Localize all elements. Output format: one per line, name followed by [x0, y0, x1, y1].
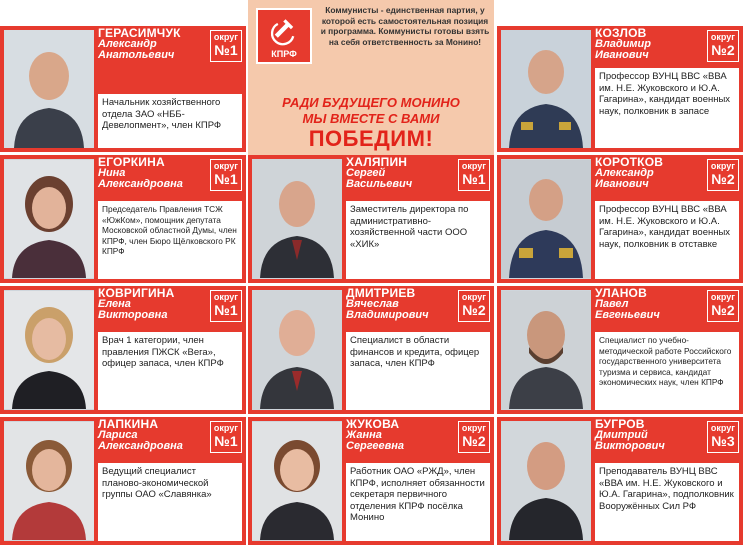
candidate-name-block: [98, 288, 202, 321]
candidate-description: Специалист по учебно-методической работе Российского государственного университета туризма и сервиса, кандидат экономических наук, член КПРФ: [595, 332, 739, 410]
okrug-badge: [210, 159, 242, 191]
candidate-card: [0, 417, 246, 545]
okrug-number: №2: [462, 302, 486, 318]
candidate-patronymic: Александровна: [98, 178, 183, 190]
candidate-card: [497, 26, 743, 152]
candidate-name-block: [595, 28, 699, 61]
candidate-description: Председатель Правления ТСЖ «ЮжКом», помощник депутата Московской областной Думы, член КПРФ, член Бюро Щёлковского РК КПРФ: [98, 201, 242, 279]
kprf-logo: [256, 8, 312, 64]
okrug-badge: [707, 421, 739, 453]
candidate-card: [0, 155, 246, 283]
candidate-photo: [501, 421, 591, 541]
candidate-card: [248, 286, 494, 414]
okrug-label: округ: [710, 292, 736, 302]
candidate-first-name: Владимир: [595, 38, 651, 50]
candidate-patronymic: Анатольевич: [98, 49, 175, 61]
candidate-surname: ЕГОРКИНА: [98, 155, 165, 169]
okrug-badge: [707, 30, 739, 62]
candidate-surname: ЖУКОВА: [346, 417, 400, 431]
candidate-first-name: Александр: [98, 38, 157, 50]
candidate-surname: УЛАНОВ: [595, 286, 647, 300]
candidate-card: [497, 155, 743, 283]
slogan-text: Коммунисты - единственная партия, у которой есть самостоятельная позиция и программа. Коммунисты готовы взять на себя ответственность за Монино!: [320, 5, 490, 47]
candidate-first-name: Дмитрий: [595, 429, 648, 441]
promo-block: [248, 0, 494, 155]
okrug-number: №2: [462, 433, 486, 449]
candidate-name-block: [98, 28, 202, 61]
candidate-patronymic: Сергеевна: [346, 440, 405, 452]
okrug-badge: [210, 290, 242, 322]
candidate-first-name: Сергей: [346, 167, 386, 179]
slogan-line-1: РАДИ БУДУЩЕГО МОНИНО: [282, 95, 460, 110]
okrug-badge: [458, 290, 490, 322]
candidate-patronymic: Васильевич: [346, 178, 413, 190]
candidate-description: Преподаватель ВУНЦ ВВС «ВВА им. Н.Е. Жуковского и Ю.А. Гагарина», подполковник Вооружённых Сил РФ: [595, 463, 739, 541]
okrug-number: №2: [711, 42, 735, 58]
okrug-badge: [210, 421, 242, 453]
candidate-photo: [501, 159, 591, 279]
candidate-first-name: Александр: [595, 167, 654, 179]
candidate-first-name: Павел: [595, 298, 629, 310]
okrug-label: округ: [710, 161, 736, 171]
candidate-card: [497, 417, 743, 545]
okrug-label: округ: [461, 161, 487, 171]
candidate-patronymic: Александровна: [98, 440, 183, 452]
candidate-first-name: Елена: [98, 298, 131, 310]
candidate-photo: [252, 290, 342, 410]
candidate-name-block: [346, 157, 450, 190]
candidate-photo: [501, 30, 591, 148]
candidate-patronymic: Викторовна: [98, 309, 168, 321]
slogan-line-3: ПОБЕДИМ!: [308, 126, 434, 151]
candidate-surname: КОЗЛОВ: [595, 26, 647, 40]
candidate-surname: ЛАПКИНА: [98, 417, 159, 431]
okrug-label: округ: [710, 32, 736, 42]
candidate-photo: [4, 30, 94, 148]
candidate-name-block: [346, 288, 450, 321]
candidate-description: Работник ОАО «РЖД», член КПРФ, исполняет обязанности секретаря первичного отделения КПРФ посёлка Монино: [346, 463, 490, 541]
candidate-name-block: [595, 157, 699, 190]
okrug-badge: [707, 290, 739, 322]
okrug-label: округ: [213, 32, 239, 42]
candidate-description: Ведущий специалист планово-экономической группы ОАО «Славянка»: [98, 463, 242, 541]
hammer-sickle-icon: [258, 10, 310, 50]
candidate-first-name: Вячеслав: [346, 298, 399, 310]
candidate-photo: [501, 290, 591, 410]
candidate-photo: [4, 290, 94, 410]
candidate-card: [0, 286, 246, 414]
okrug-label: округ: [461, 292, 487, 302]
candidate-name-block: [98, 419, 202, 452]
okrug-number: №1: [462, 171, 486, 187]
candidate-patronymic: Иванович: [595, 178, 649, 190]
okrug-number: №1: [214, 433, 238, 449]
candidate-name-block: [346, 419, 450, 452]
okrug-badge: [707, 159, 739, 191]
logo-label: КПРФ: [271, 49, 297, 59]
slogan-line-2: МЫ ВМЕСТЕ С ВАМИ: [302, 111, 440, 126]
okrug-number: №1: [214, 42, 238, 58]
okrug-number: №1: [214, 302, 238, 318]
candidate-first-name: Нина: [98, 167, 126, 179]
okrug-number: №1: [214, 171, 238, 187]
candidate-surname: БУГРОВ: [595, 417, 645, 431]
candidate-description: Специалист в области финансов и кредита, офицер запаса, член КПРФ: [346, 332, 490, 410]
candidate-description: Профессор ВУНЦ ВВС «ВВА им. Н.Е. Жуковского и Ю.А. Гагарина», кандидат военных наук, полковник в отставке: [595, 201, 739, 279]
candidate-card: [0, 26, 246, 152]
okrug-label: округ: [461, 423, 487, 433]
candidate-name-block: [595, 288, 699, 321]
okrug-label: округ: [213, 161, 239, 171]
candidate-photo: [252, 159, 342, 279]
candidate-surname: КОВРИГИНА: [98, 286, 175, 300]
candidate-patronymic: Иванович: [595, 49, 649, 61]
candidate-card: [497, 286, 743, 414]
candidate-photo: [4, 421, 94, 541]
candidate-surname: КОРОТКОВ: [595, 155, 664, 169]
candidate-photo: [4, 159, 94, 279]
candidate-name-block: [98, 157, 202, 190]
candidate-card: [248, 155, 494, 283]
candidate-patronymic: Владимирович: [346, 309, 429, 321]
candidate-first-name: Лариса: [98, 429, 138, 441]
candidate-surname: ХАЛЯПИН: [346, 155, 408, 169]
candidate-name-block: [595, 419, 699, 452]
okrug-number: №2: [711, 302, 735, 318]
candidate-patronymic: Викторович: [595, 440, 665, 452]
candidate-card: [248, 417, 494, 545]
candidate-surname: ГЕРАСИМЧУК: [98, 26, 181, 40]
candidate-first-name: Жанна: [346, 429, 382, 441]
candidate-photo: [252, 421, 342, 541]
okrug-number: №2: [711, 171, 735, 187]
candidate-description: Заместитель директора по административно-хозяйственной части ООО «ХИК»: [346, 201, 490, 279]
candidate-description: Начальник хозяйственного отдела ЗАО «НББ-Девелопмент», член КПРФ: [98, 94, 242, 148]
candidate-surname: ДМИТРИЕВ: [346, 286, 416, 300]
okrug-label: округ: [710, 423, 736, 433]
okrug-badge: [458, 159, 490, 191]
okrug-label: округ: [213, 423, 239, 433]
okrug-badge: [210, 30, 242, 62]
okrug-badge: [458, 421, 490, 453]
candidate-description: Врач 1 категории, член правления ПЖСК «Вега», офицер запаса, член КПРФ: [98, 332, 242, 410]
candidate-patronymic: Евгеньевич: [595, 309, 660, 321]
okrug-number: №3: [711, 433, 735, 449]
candidate-description: Профессор ВУНЦ ВВС «ВВА им. Н.Е. Жуковского и Ю.А. Гагарина», кандидат военных наук, полковник в запасе: [595, 68, 739, 148]
okrug-label: округ: [213, 292, 239, 302]
